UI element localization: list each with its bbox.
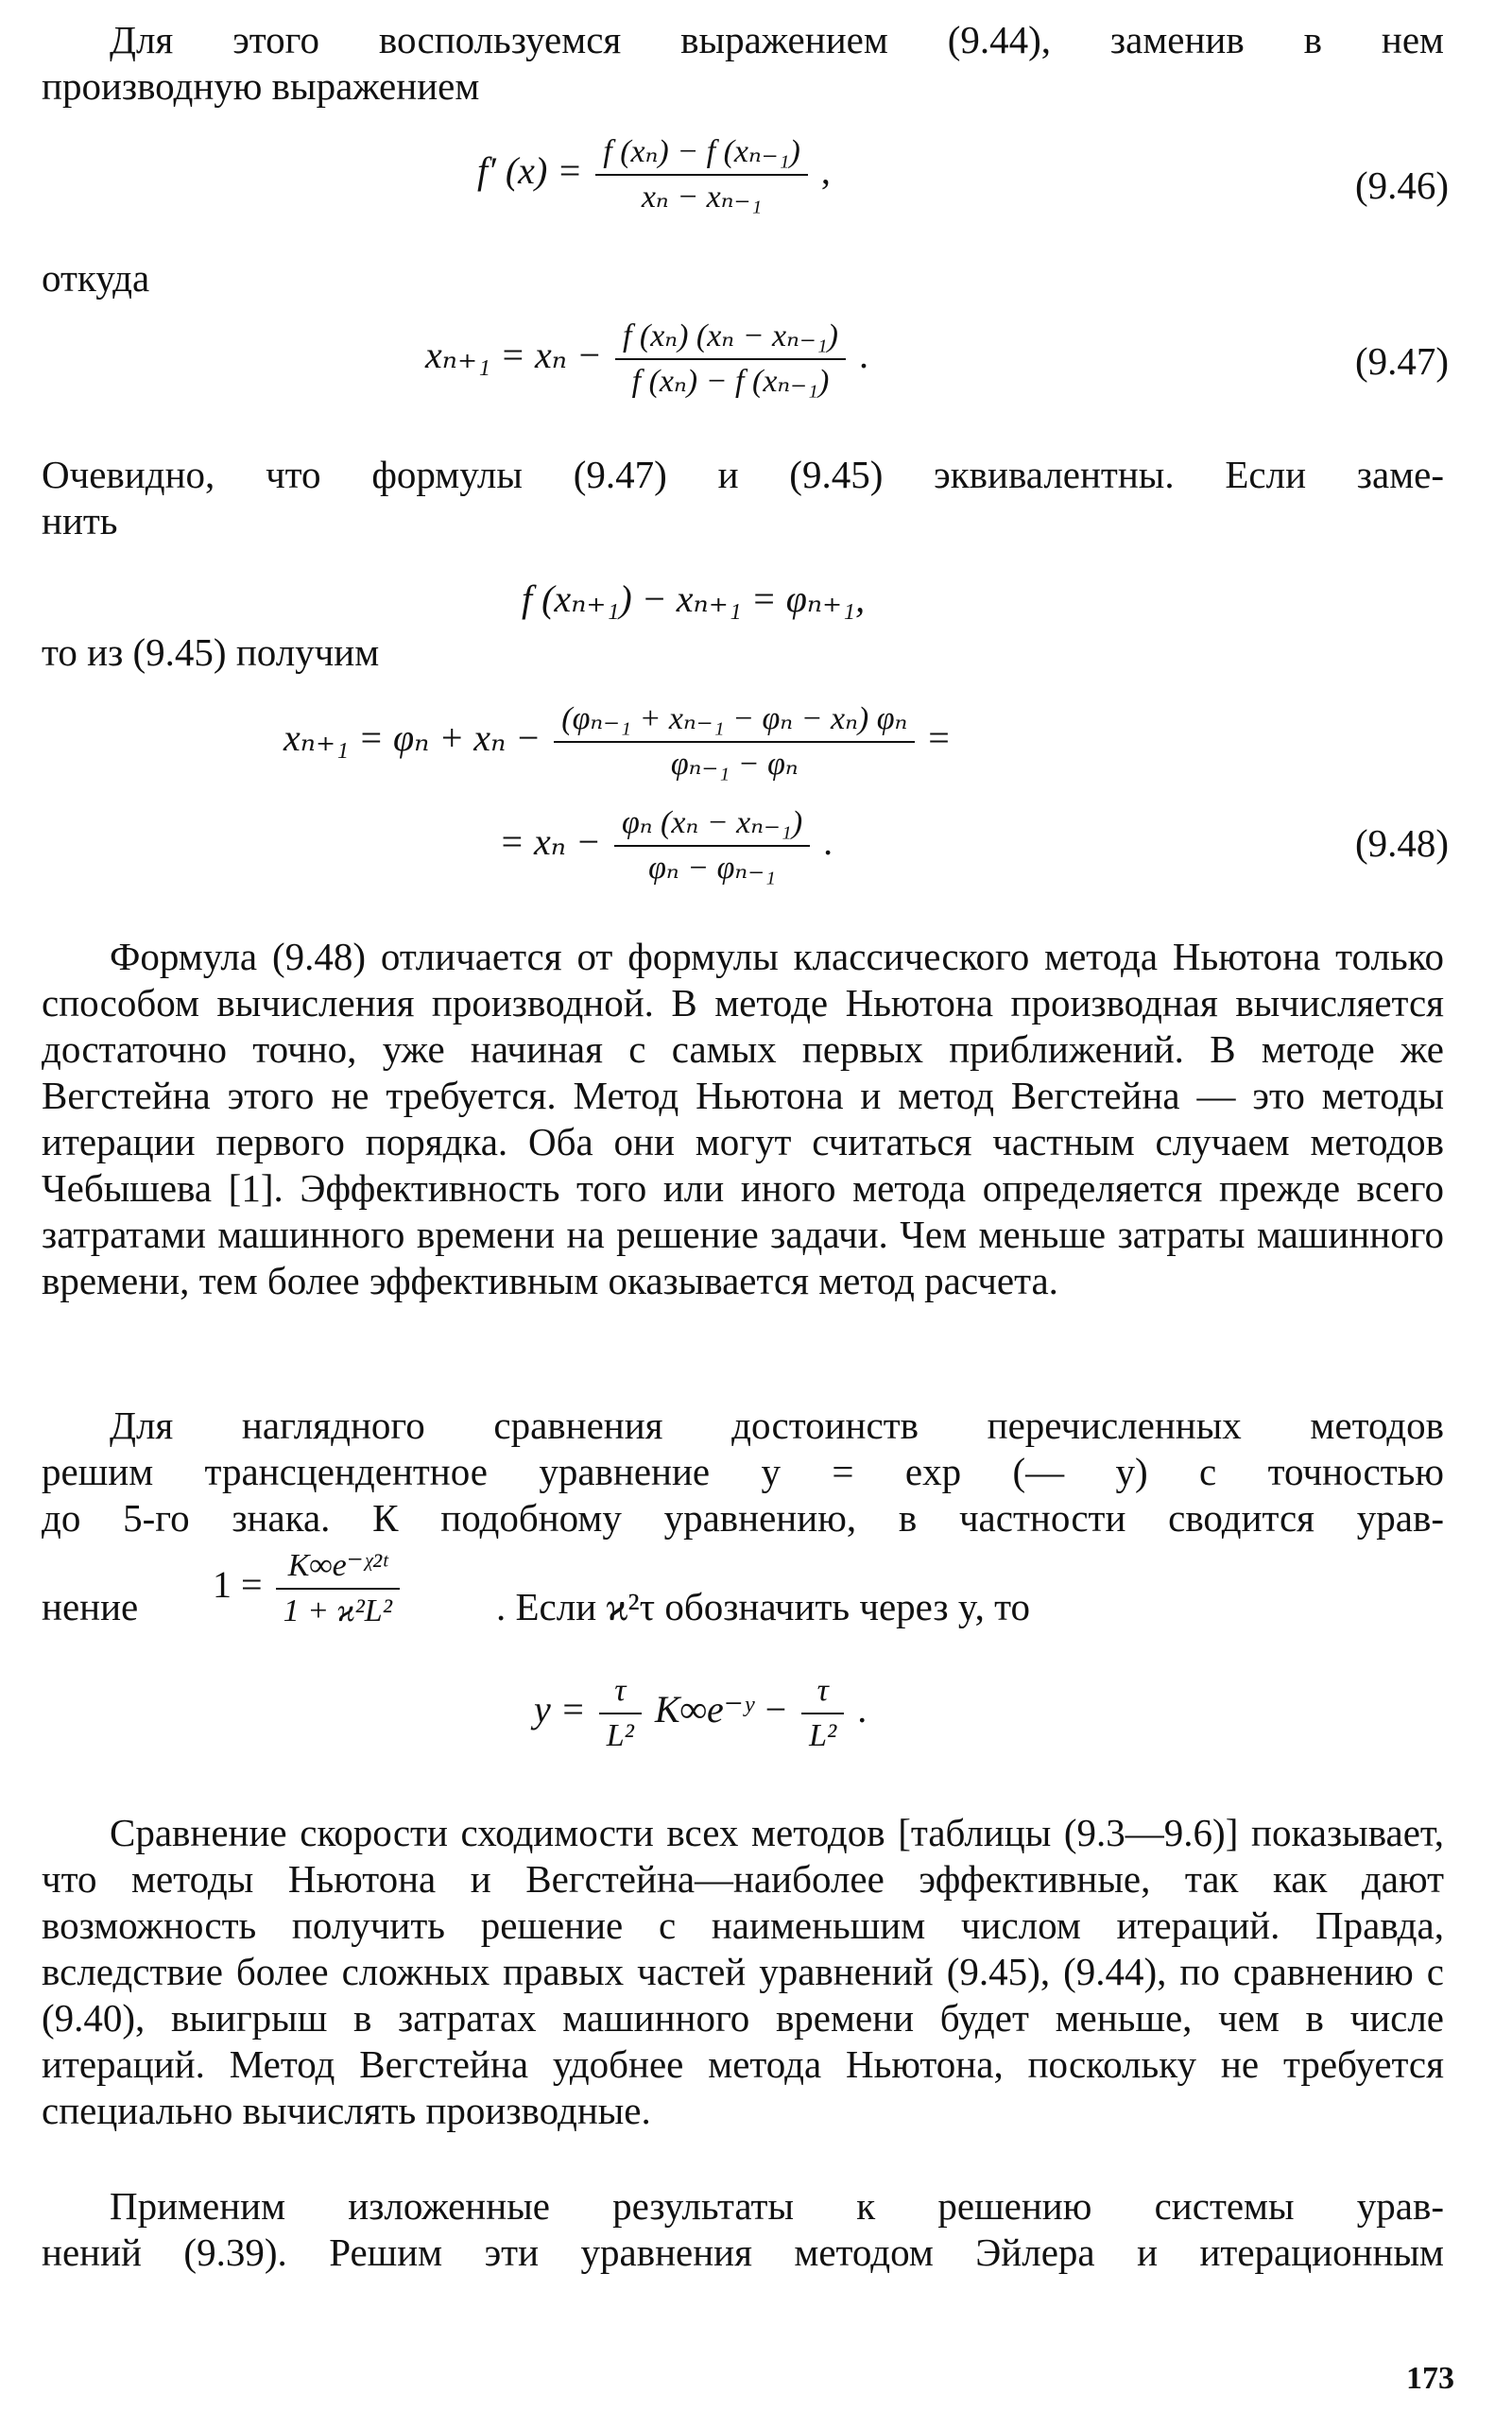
fraction-denominator: f (xₙ) − f (xₙ₋₁) [631, 364, 830, 399]
fraction-denominator: L² [606, 1718, 634, 1753]
text-line: производную выражением [42, 64, 480, 108]
equation-punct: . [859, 334, 868, 377]
paragraph: Сравнение скорости сходимости всех методов [таблицы (9.3—9.6)] показывает, что методы Ньютона и Вегстейна—наиболее эффективные, так как дают возможность получить решение с наименьшим числом итераций. Правда, вследствие более сложных правых частей уравнений (9.45), (9.44), по сравнению с (9.40), выигрыш в затратах машинного времени будет меньше, чем в числе итераций. Метод Вегстейна удобнее метода Ньютона, поскольку не требуется специально вычислять производные. [42, 1811, 1444, 2132]
text-line: Очевидно, что формулы (9.47) и (9.45) эквивалентны. Если заме- [42, 453, 1444, 496]
equation-9-48-line1 [284, 699, 950, 784]
equation-punct: , [820, 149, 831, 193]
equation-9-46 [477, 132, 831, 217]
equation-punct: . [857, 1688, 868, 1731]
equation-lhs: f′ (x) = [477, 149, 583, 193]
equation-y [534, 1671, 867, 1756]
text-line: откуда [42, 256, 150, 300]
equation-9-47 [425, 317, 868, 402]
fraction-denominator: φₙ − φₙ₋₁ [648, 851, 776, 886]
fraction-denominator: L² [809, 1718, 837, 1753]
equation-9-48-line2 [499, 803, 833, 888]
fraction-denominator: φₙ₋₁ − φₙ [670, 747, 799, 782]
fraction [276, 1546, 400, 1631]
fraction [801, 1671, 844, 1756]
equation-lhs: = xₙ − [499, 820, 601, 864]
text-line: нений (9.39). Решим эти уравнения методом Эйлера и итерационным [42, 2230, 1444, 2274]
text-line: Применим изложенные результаты к решению системы урав- [110, 2184, 1444, 2228]
text-line: Для этого воспользуемся выражением (9.44), заменив в нем [110, 18, 1444, 61]
equation-inline [213, 1546, 404, 1631]
text-line: до 5-го знака. К подобному уравнению, в частности сводится урав- [42, 1496, 1444, 1540]
fraction [614, 803, 810, 888]
equation-lhs: xₙ₊₁ = φₙ + xₙ − [284, 716, 541, 760]
text-line: то из (9.45) получим [42, 630, 380, 674]
equation-punct: . [823, 820, 833, 864]
paragraph: Формула (9.48) отличается от формулы классического метода Ньютона только способом вычисления производной. В методе Ньютона производная вычисляется достаточно точно, уже начиная с самых первых приближений. В методе же Вегстейна этого не требуется. Метод Ньютона и метод Вегстейна — это методы итерации первого порядка. Оба они могут считаться частным случаем методов Чебышева [1]. Эффективность того или иного метода определяется прежде всего затратами машинного времени на решение задачи. Чем меньше затраты машинного времени, тем более эффективным оказывается метод расчета. [42, 935, 1444, 1302]
text-line: . Если ϰ²τ обозначить через y, то [496, 1585, 1031, 1628]
fraction-denominator: 1 + ϰ²L² [283, 1593, 392, 1628]
fraction-denominator: xₙ − xₙ₋₁ [641, 180, 763, 215]
fraction-numerator: K∞e⁻ᵡ²ᵗ [276, 1546, 400, 1590]
fraction-numerator: f (xₙ) − f (xₙ₋₁) [595, 132, 808, 176]
equation-number: (9.46) [1355, 164, 1450, 207]
equation-middle: K∞e⁻ʸ − [654, 1688, 789, 1731]
text-line: решим трансцендентное уравнение y = exp (— y) с точностью [42, 1450, 1444, 1493]
equation-number: (9.48) [1355, 821, 1450, 865]
text-line: нить [42, 499, 118, 542]
fraction-numerator: τ [599, 1671, 642, 1714]
page-number: 173 [1406, 2361, 1454, 2396]
equation-punct: = [928, 716, 950, 760]
fraction-numerator: f (xₙ) (xₙ − xₙ₋₁) [615, 317, 846, 360]
fraction [615, 317, 846, 402]
equation-lhs: 1 = [213, 1563, 263, 1607]
fraction-numerator: φₙ (xₙ − xₙ₋₁) [614, 803, 810, 847]
text-line: Для наглядного сравнения достоинств перечисленных методов [110, 1404, 1444, 1447]
fraction [595, 132, 808, 217]
equation-lhs: y = [534, 1688, 586, 1731]
fraction [554, 699, 915, 784]
text-line: нение [42, 1585, 139, 1628]
equation-lhs: xₙ₊₁ = xₙ − [425, 334, 602, 377]
fraction-numerator: τ [801, 1671, 844, 1714]
equation-phi-definition: f (xₙ₊₁) − xₙ₊₁ = φₙ₊₁, [522, 577, 866, 620]
fraction-numerator: (φₙ₋₁ + xₙ₋₁ − φₙ − xₙ) φₙ [554, 699, 915, 743]
fraction [599, 1671, 642, 1756]
equation-number: (9.47) [1355, 339, 1450, 383]
